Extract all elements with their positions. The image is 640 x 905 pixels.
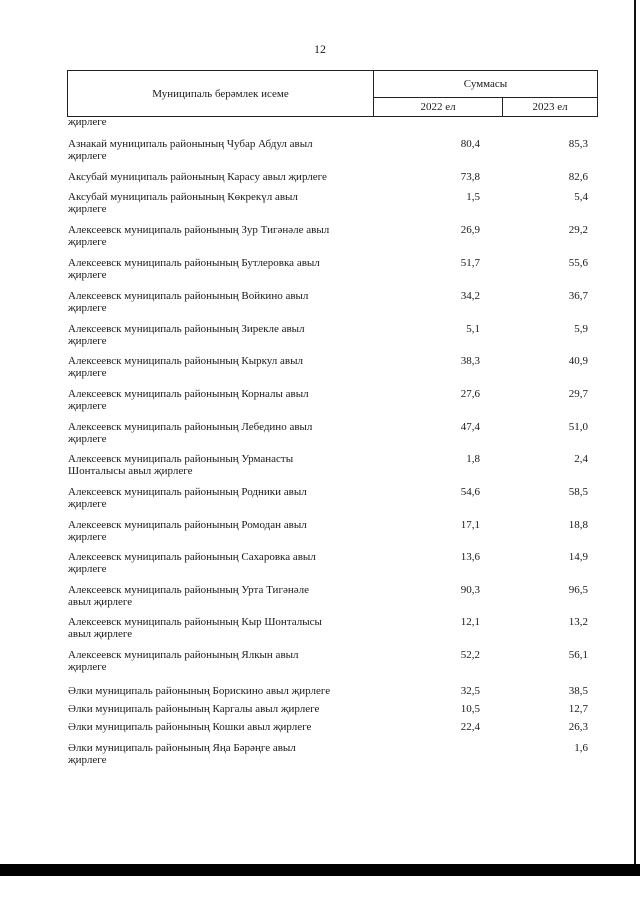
row-name-line2: җирлеге	[68, 269, 107, 281]
row-name	[68, 721, 373, 733]
continuation-text: җирлеге	[68, 116, 107, 128]
table-header	[67, 70, 598, 117]
row-value-2023: 2,4	[574, 453, 588, 465]
row-value-2023: 55,6	[568, 257, 588, 269]
row-value-2022: 13,6	[460, 551, 480, 563]
row-name-line2: җирлеге	[68, 400, 107, 412]
row-value-2023: 29,7	[568, 388, 588, 400]
row-value-2022: 1,5	[466, 191, 480, 203]
row-name	[68, 551, 373, 575]
row-name	[68, 323, 373, 347]
row-name-line2: җирлеге	[68, 236, 107, 248]
row-name	[68, 421, 373, 445]
row-name-line1: Әлки муниципаль районының Яңа Бәрәңге авыл	[68, 742, 296, 754]
row-name	[68, 584, 373, 608]
row-name	[68, 355, 373, 379]
row-name-line2: җирлеге	[68, 302, 107, 314]
row-name-line2: Шонталысы авыл җирлеге	[68, 465, 193, 477]
row-value-2023: 96,5	[568, 584, 588, 596]
row-name-line1: Алексеевск муниципаль районының Урманасты	[68, 453, 294, 465]
row-name-line1: Алексеевск муниципаль районының Зирекле авыл	[68, 323, 305, 335]
row-name	[68, 224, 373, 248]
row-value-2023: 13,2	[568, 616, 588, 628]
row-name-line1: Алексеевск муниципаль районының Сахаровка авыл	[68, 551, 316, 563]
row-name-line2: җирлеге	[68, 150, 107, 162]
row-value-2023: 51,0	[568, 421, 588, 433]
row-value-2022: 80,4	[460, 138, 480, 150]
row-name-line1: Алексеевск муниципаль районының Урта Тигәнәле	[68, 584, 309, 596]
row-value-2022: 51,7	[460, 257, 480, 269]
row-name-line1: Әлки муниципаль районының Борискино авыл җирлеге	[68, 685, 331, 697]
row-value-2022: 32,5	[460, 685, 480, 697]
row-value-2023: 26,3	[568, 721, 588, 733]
header-year-2022: 2022 ел	[374, 98, 503, 116]
row-name	[68, 171, 373, 183]
page-number: 12	[314, 42, 326, 56]
row-value-2023: 40,9	[568, 355, 588, 367]
row-name-line1: Алексеевск муниципаль районының Лебедино авыл	[68, 421, 313, 433]
row-name	[68, 616, 373, 640]
row-value-2023: 29,2	[568, 224, 588, 236]
row-name-line2: җирлеге	[68, 335, 107, 347]
row-value-2023: 1,6	[574, 742, 588, 754]
row-value-2022: 38,3	[460, 355, 480, 367]
row-name-line2: җирлеге	[68, 531, 107, 543]
row-value-2022: 10,5	[460, 703, 480, 715]
row-name-line1: Алексеевск муниципаль районының Родники авыл	[68, 486, 307, 498]
row-name	[68, 649, 373, 673]
row-name-line1: Аксубай муниципаль районының Карасу авыл җирлеге	[68, 171, 327, 183]
row-value-2023: 38,5	[568, 685, 588, 697]
row-name-line2: җирлеге	[68, 367, 107, 379]
row-name	[68, 257, 373, 281]
row-value-2023: 5,9	[574, 323, 588, 335]
row-name-line2: җирлеге	[68, 498, 107, 510]
row-name	[68, 703, 373, 715]
row-name-line2: авыл җирлеге	[68, 628, 133, 640]
row-name	[68, 138, 373, 162]
row-value-2022: 34,2	[460, 290, 480, 302]
row-value-2023: 58,5	[568, 486, 588, 498]
row-name-line1: Әлки муниципаль районының Каргалы авыл җирлеге	[68, 703, 320, 715]
row-value-2022: 1,8	[466, 453, 480, 465]
row-name-line1: Азнакай муниципаль районының Чубар Абдул авыл	[68, 138, 313, 150]
row-name-line1: Әлки муниципаль районының Кошки авыл җирлеге	[68, 721, 312, 733]
row-value-2022: 22,4	[460, 721, 480, 733]
row-value-2023: 18,8	[568, 519, 588, 531]
row-value-2023: 85,3	[568, 138, 588, 150]
row-value-2023: 82,6	[568, 171, 588, 183]
row-name	[68, 685, 373, 697]
row-name-line1: Алексеевск муниципаль районының Войкино авыл	[68, 290, 309, 302]
row-name-line1: Алексеевск муниципаль районының Кыркул авыл	[68, 355, 303, 367]
row-name	[68, 388, 373, 412]
row-value-2022: 73,8	[460, 171, 480, 183]
row-value-2023: 5,4	[574, 191, 588, 203]
row-name	[68, 191, 373, 215]
row-name-line2: җирлеге	[68, 563, 107, 575]
row-value-2022: 52,2	[460, 649, 480, 661]
row-name-line1: Алексеевск муниципаль районының Кыр Шонталысы	[68, 616, 322, 628]
row-name	[68, 453, 373, 477]
row-name-line1: Алексеевск муниципаль районының Зур Тигәнәле авыл	[68, 224, 330, 236]
header-sum-column: Суммасы	[374, 71, 597, 98]
row-value-2022: 12,1	[460, 616, 480, 628]
row-value-2022: 26,9	[460, 224, 480, 236]
row-value-2022: 90,3	[460, 584, 480, 596]
row-name-line1: Алексеевск муниципаль районының Ялкын авыл	[68, 649, 299, 661]
scan-bottom-bar	[0, 864, 640, 876]
row-value-2022: 17,1	[460, 519, 480, 531]
row-name	[68, 290, 373, 314]
row-name-line1: Алексеевск муниципаль районының Бутлеровка авыл	[68, 257, 320, 269]
row-value-2023: 36,7	[568, 290, 588, 302]
row-value-2023: 56,1	[568, 649, 588, 661]
row-name-line2: җирлеге	[68, 433, 107, 445]
row-name-line2: җирлеге	[68, 203, 107, 215]
row-value-2022: 54,6	[460, 486, 480, 498]
row-name-line1: Алексеевск муниципаль районының Ромодан авыл	[68, 519, 307, 531]
row-value-2023: 14,9	[568, 551, 588, 563]
row-value-2022: 27,6	[460, 388, 480, 400]
row-value-2022: 47,4	[460, 421, 480, 433]
row-name	[68, 486, 373, 510]
row-name-line2: авыл җирлеге	[68, 596, 133, 608]
header-year-2023: 2023 ел	[532, 101, 568, 113]
row-value-2023: 12,7	[568, 703, 588, 715]
row-value-2022: 5,1	[466, 323, 480, 335]
header-name-column: Муниципаль берәмлек исеме	[68, 71, 374, 116]
row-name-line2: җирлеге	[68, 661, 107, 673]
row-name-line1: Аксубай муниципаль районының Көкрекүл авыл	[68, 191, 298, 203]
row-name-line1: Алексеевск муниципаль районының Корналы авыл	[68, 388, 309, 400]
row-name-line2: җирлеге	[68, 754, 107, 766]
row-name	[68, 519, 373, 543]
row-name	[68, 742, 373, 766]
scan-edge	[634, 0, 636, 864]
